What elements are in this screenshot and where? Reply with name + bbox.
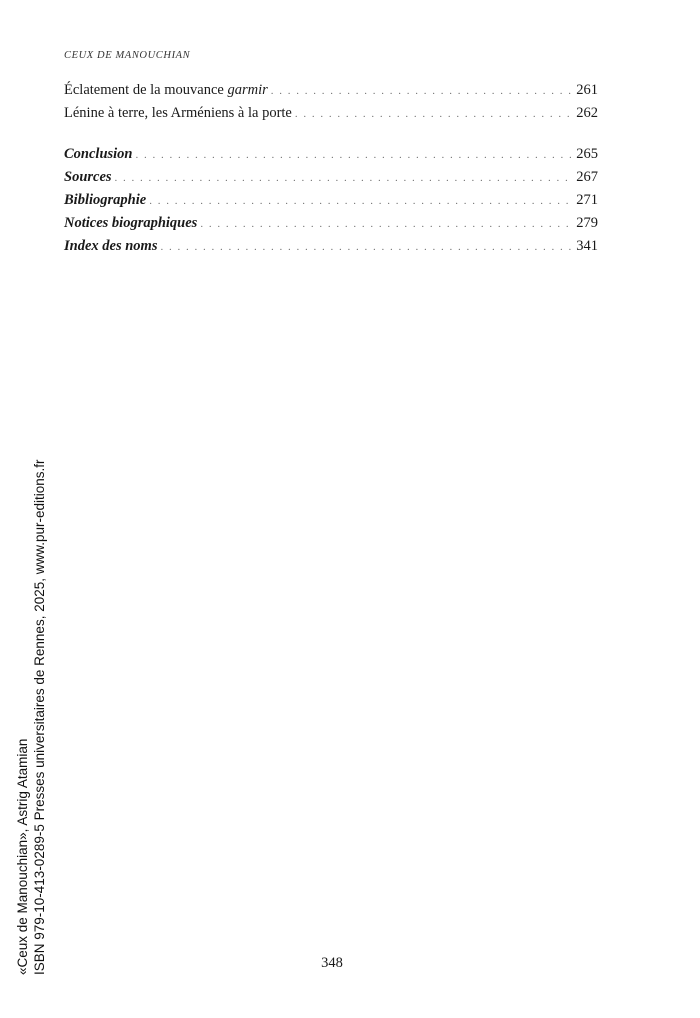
toc-entry-page: 279 <box>576 215 598 231</box>
running-head: CEUX DE MANOUCHIAN <box>64 50 191 61</box>
toc-entry <box>64 238 598 261</box>
toc-entry <box>64 82 598 105</box>
toc-entry <box>64 215 598 238</box>
table-of-contents <box>64 82 598 261</box>
toc-entry-label: Sources <box>64 169 112 185</box>
toc-entry-page: 341 <box>576 238 598 254</box>
toc-entry-page: 262 <box>576 105 598 121</box>
dot-leader <box>271 85 574 97</box>
toc-entry-page: 267 <box>576 169 598 185</box>
side-credit <box>14 455 48 975</box>
dot-leader <box>200 218 573 230</box>
toc-entry <box>64 169 598 192</box>
side-credit-title: «Ceux de Manouchian», Astrig Atamian <box>15 738 30 975</box>
toc-entry-label-italic: garmir <box>227 82 268 98</box>
toc-entry <box>64 146 598 169</box>
dot-leader <box>295 108 573 120</box>
toc-entry-page: 261 <box>576 82 598 98</box>
side-credit-isbn: ISBN 979-10-413-0289-5 Presses universitaires de Rennes, 2025, www.pur-editions.fr <box>32 459 47 975</box>
page-number: 348 <box>321 955 343 971</box>
toc-entry-page: 265 <box>576 146 598 162</box>
toc-entry-label: Notices biographiques <box>64 215 198 231</box>
toc-entry-label: Bibliographie <box>64 192 147 208</box>
toc-entry-label: Index des noms <box>64 238 158 254</box>
toc-entry <box>64 192 598 215</box>
toc-entry <box>64 105 598 128</box>
toc-entry-label: Éclatement de la mouvance garmir <box>64 82 268 98</box>
dot-leader <box>136 149 574 161</box>
dot-leader <box>149 195 573 207</box>
toc-entry-page: 271 <box>576 192 598 208</box>
toc-entry-label: Lénine à terre, les Arméniens à la porte <box>64 105 292 121</box>
toc-entry-label: Conclusion <box>64 146 133 162</box>
dot-leader <box>160 241 573 253</box>
dot-leader <box>115 172 574 184</box>
